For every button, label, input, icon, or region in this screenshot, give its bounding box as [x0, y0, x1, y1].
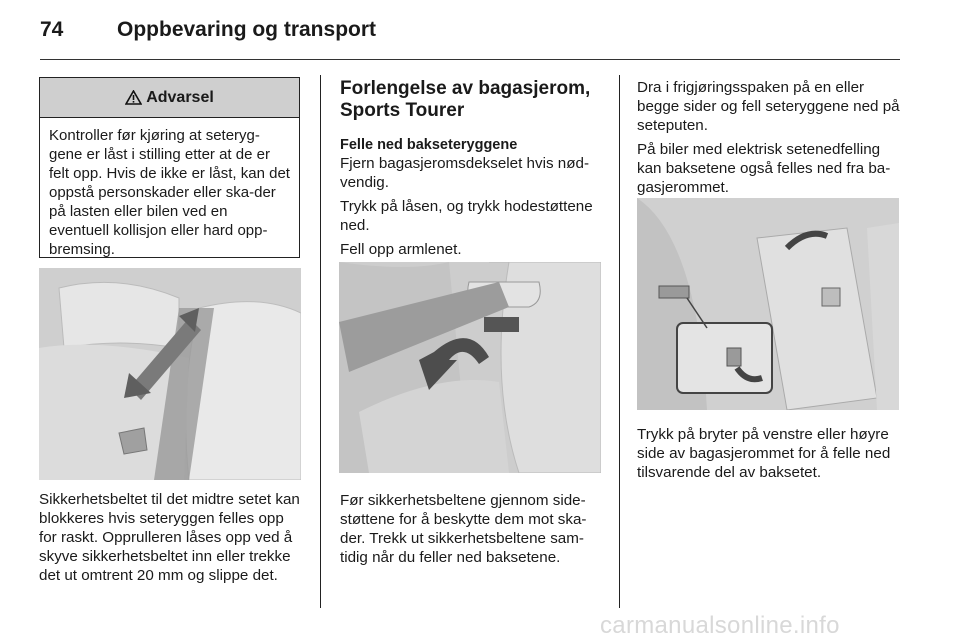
headrest-illustration: [339, 262, 601, 473]
trunk-switch-illustration: [637, 198, 899, 410]
page-title: Oppbevaring og transport: [117, 18, 377, 41]
figure-headrest: [339, 262, 601, 473]
watermark-text: carmanualsonline.info: [600, 612, 840, 639]
paragraph: Fell opp armlenet.: [340, 241, 462, 258]
warning-header: [40, 78, 299, 118]
page-header: [40, 18, 900, 58]
section-heading: Forlengelse av bagasjerom, Sports Tourer: [340, 78, 591, 121]
column-divider-2: [619, 75, 620, 608]
paragraph: Fjern bagasjeromsdekselet hvis nød-vendig.: [340, 155, 590, 191]
column-3-text: [637, 78, 902, 202]
warning-text: Kontroller før kjøring at seteryg-gene er låst i stilling etter at de er felt opp. Hvis de ikke er låst, kan det oppstå personskader eller ska-der på lasten eller bilen ved en eventuell kollisjon eller hard opp-bremsing.: [49, 127, 290, 258]
header-rule: [40, 59, 900, 60]
seatbelt-illustration: [39, 268, 301, 480]
caption-headrest: Før sikkerhetsbeltene gjennom side-støttene for å beskytte dem mot ska-der. Trekk ut sikkerhetsbeltene sam-tidig når du feller ned baksetene.: [340, 492, 587, 566]
caption-center-seatbelt: Sikkerhetsbeltet til det midtre setet kan blokkeres hvis seteryggen felles opp for raskt. Opprulleren låses opp ved å skyve sikkerhetsbeltet inn eller trekke det ut omtrent 20 mm og slippe det.: [39, 491, 300, 584]
column-2-text: [340, 78, 605, 264]
subsection-heading: Felle ned bakseteryggene: [340, 137, 518, 153]
paragraph: På biler med elektrisk setenedfelling kan baksetene også felles ned fra ba-gasjerommet.: [637, 141, 891, 196]
page-number: 74: [40, 18, 64, 41]
figure-center-seatbelt: [39, 268, 301, 480]
column-divider-1: [320, 75, 321, 608]
warning-triangle-icon: [125, 90, 142, 105]
warning-box: [39, 77, 300, 258]
caption-trunk-switch: Trykk på bryter på venstre eller høyre side av bagasjerommet for å felle ned tilsvarende del av baksetet.: [637, 426, 891, 481]
figure-trunk-switch: [637, 198, 899, 410]
paragraph: Dra i frigjøringsspaken på en eller begge sider og fell seteryggene ned på seteputen.: [637, 79, 900, 134]
warning-label: Advarsel: [146, 88, 214, 106]
paragraph: Trykk på låsen, og trykk hodestøttene ned.: [340, 198, 593, 234]
